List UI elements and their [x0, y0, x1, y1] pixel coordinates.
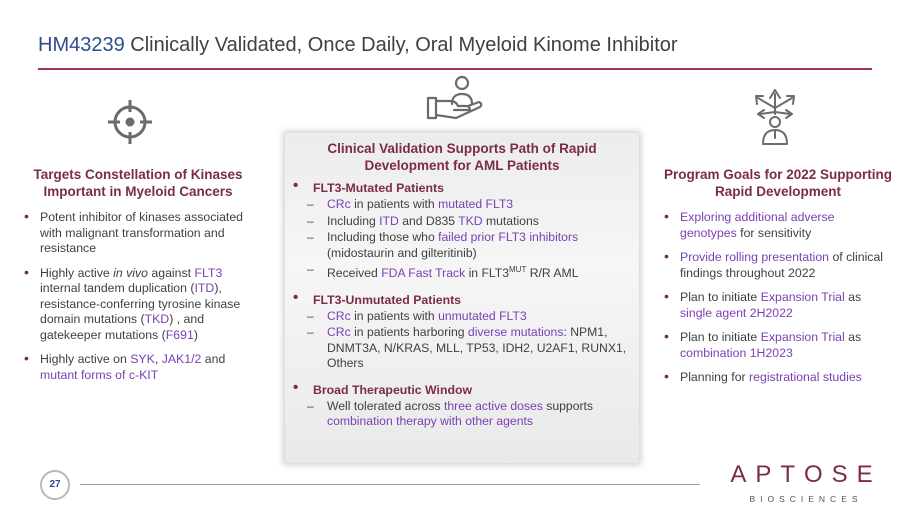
- center-sections: [285, 180, 639, 430]
- bullet-item: [662, 250, 894, 281]
- text-run: Received: [327, 266, 382, 281]
- bullet-item: [22, 352, 254, 383]
- bullet-item: [22, 266, 254, 344]
- text-run: internal tandem duplication (: [40, 281, 195, 295]
- text-run: CRc: [327, 308, 351, 323]
- right-column: [662, 166, 894, 395]
- text-run: Exploring additional adverse genotypes: [680, 210, 835, 240]
- text-run: registrational studies: [749, 370, 862, 384]
- text-run: as: [844, 290, 862, 304]
- text-run: SYK: [130, 352, 155, 366]
- title-highlight: HM43239: [38, 34, 125, 56]
- footer-divider: [80, 484, 700, 485]
- text-run: and: [201, 352, 226, 366]
- sub-item: [285, 309, 639, 325]
- text-run: Expansion Trial: [760, 290, 845, 304]
- person-directions-icon: [748, 86, 802, 146]
- text-run: mutated FLT3: [438, 197, 514, 211]
- hand-with-person-icon: [426, 74, 486, 124]
- text-run: TKD: [458, 213, 483, 228]
- text-run: FLT3: [194, 265, 223, 280]
- text-run: failed prior FLT3 inhibitors: [438, 230, 579, 244]
- title-divider: [38, 68, 872, 70]
- clinical-validation-panel: [285, 133, 639, 463]
- bullet-item: [662, 290, 894, 321]
- text-run: FDA Fast Track: [381, 266, 466, 281]
- crosshair-target-icon: [106, 98, 154, 146]
- text-run: for sensitivity: [736, 225, 812, 240]
- text-run: mutant forms of c-KIT: [40, 367, 159, 382]
- text-run: against: [148, 265, 195, 280]
- left-bullets: [22, 210, 254, 383]
- logo-part-b: SE: [831, 461, 882, 488]
- left-heading: Targets Constellation of Kinases Important in Myeloid Cancers: [33, 167, 243, 199]
- text-run: ITD: [194, 281, 215, 295]
- text-run: MUT: [509, 265, 527, 274]
- text-run: diverse mutations: [467, 325, 564, 340]
- text-run: ), resistance-conferring tyrosine kinase domain mutations (: [40, 281, 241, 326]
- section-title: • Broad Therapeutic Window: [285, 382, 639, 398]
- bullet-item: [22, 210, 254, 257]
- sub-item: [285, 399, 639, 430]
- text-run: Including those who: [327, 230, 439, 244]
- text-run: Plan to initiate: [680, 330, 761, 344]
- sub-item: [285, 230, 639, 261]
- text-run: combination therapy with other agents: [327, 414, 533, 429]
- text-run: mutations: [482, 213, 539, 228]
- left-column: [22, 166, 254, 392]
- section-title: • FLT3-Mutated Patients: [285, 180, 639, 196]
- text-run: : NPM1, DNMT3A, N/KRAS, MLL, TP53, IDH2, U2AF1, RUNX1, Others: [327, 325, 627, 371]
- text-run: F691: [165, 327, 194, 342]
- center-heading: Clinical Validation Supports Path of Rapid Development for AML Patients: [327, 141, 597, 173]
- text-run: in patients with: [350, 308, 439, 323]
- aptose-logo: [726, 462, 886, 504]
- sub-item: [285, 197, 639, 213]
- text-run: Potent inhibitor of kinases associated with malignant transformation and resistance: [40, 210, 244, 255]
- slide-title: [38, 34, 678, 57]
- text-run: of clinical findings throughout 2022: [680, 250, 884, 280]
- right-bullets: [662, 210, 894, 386]
- text-run: in patients harboring: [350, 325, 468, 340]
- text-run: ITD: [379, 213, 399, 228]
- text-run: and D835: [398, 213, 459, 228]
- text-run: three active doses: [443, 398, 543, 413]
- text-run: CRc: [327, 325, 351, 340]
- text-run: Highly active: [40, 265, 114, 280]
- page-number-badge: 27: [40, 470, 70, 500]
- bullet-item: [662, 210, 894, 241]
- sub-item: [285, 325, 639, 372]
- text-run: supports: [542, 398, 594, 413]
- text-run: in FLT3: [465, 266, 509, 281]
- text-run: R/R AML: [526, 266, 579, 281]
- text-run: Planning for: [680, 370, 750, 384]
- text-run: ) , and gatekeeper mutations (: [40, 312, 205, 342]
- right-heading: Program Goals for 2022 Supporting Rapid Development: [663, 167, 893, 199]
- text-run: in vivo: [113, 265, 148, 280]
- text-run: in patients with: [350, 197, 439, 211]
- text-run: ,: [154, 352, 162, 366]
- section-title: • FLT3-Unmutated Patients: [285, 292, 639, 308]
- text-run: Highly active on: [40, 352, 131, 366]
- logo-wordmark: [726, 462, 886, 488]
- text-run: Including: [327, 213, 380, 228]
- bullet-item: [662, 330, 894, 361]
- sub-item: [285, 262, 639, 282]
- text-run: as: [844, 330, 862, 344]
- bullet-item: [662, 370, 894, 386]
- text-run: unmutated FLT3: [438, 308, 527, 323]
- sub-item: [285, 214, 639, 230]
- text-run: ): [193, 327, 198, 342]
- text-run: Expansion Trial: [760, 330, 845, 344]
- logo-subtitle: BIOSCIENCES: [749, 494, 863, 504]
- text-run: Plan to initiate: [680, 290, 761, 304]
- text-run: Provide rolling presentation: [680, 250, 830, 264]
- text-run: Well tolerated across: [327, 398, 444, 413]
- text-run: TKD: [144, 312, 170, 326]
- text-run: single agent 2H2022: [680, 305, 793, 320]
- text-run: JAK1/2: [161, 352, 202, 366]
- text-run: (midostaurin and gilteritinib): [327, 245, 477, 260]
- logo-part-a: APT: [730, 461, 804, 488]
- title-rest: Clinically Validated, Once Daily, Oral Myeloid Kinome Inhibitor: [124, 34, 678, 56]
- text-run: CRc: [327, 197, 351, 211]
- text-run: combination 1H2023: [680, 345, 793, 360]
- logo-o: O: [804, 461, 832, 488]
